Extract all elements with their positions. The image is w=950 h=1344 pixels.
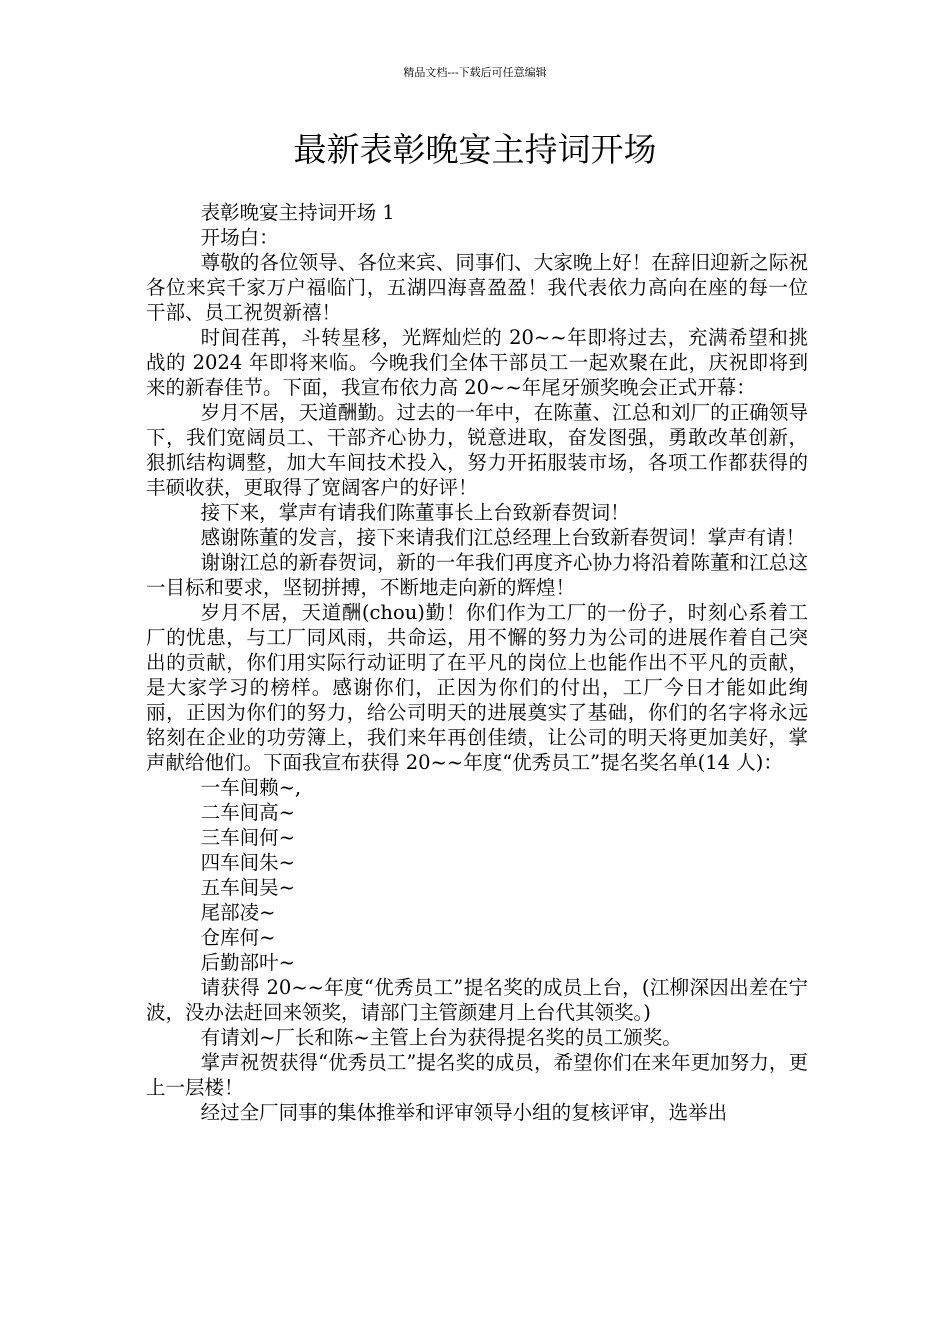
list-item: 五车间吴~ [200,876,295,899]
list-item: 尾部凌~ [200,901,276,924]
paragraph: 尊敬的各位领导、各位来宾、同事们、大家晚上好！在辞旧迎新之际祝各位来宾千家万户福临门，五湖四海喜盈盈！我代表依力高向在座的每一位干部、员工祝贺新禧！ [146,251,808,324]
paragraph: 请获得 20~~年度“优秀员工”提名奖的成员上台，(江柳深因出差在宁波，没办法赶回来领奖，请部门主管颜建月上台代其领奖。) [146,976,808,1024]
list-item: 一车间赖~, [200,776,302,799]
list-item: 后勤部叶~ [200,951,295,974]
paragraph: 谢谢江总的新春贺词，新的一年我们再度齐心协力将沿着陈董和江总这一目标和要求，坚韧拼搏，不断地走向新的辉煌！ [146,551,808,599]
document-body [146,200,808,1125]
paragraph: 掌声祝贺获得“优秀员工”提名奖的成员，希望你们在来年更加努力，更上一层楼！ [146,1051,808,1099]
page-header: 精品文档---下载后可任意编辑 [403,66,547,79]
list-item: 三车间何~ [200,826,295,849]
paragraph: 接下来，掌声有请我们陈董事长上台致新春贺词！ [200,501,630,524]
paragraph: 感谢陈董的发言，接下来请我们江总经理上台致新春贺词！掌声有请！ [200,526,806,549]
document-title: 最新表彰晚宴主持词开场 [293,130,657,169]
list-item: 二车间高~ [200,801,295,824]
paragraph: 经过全厂同事的集体推举和评审领导小组的复核评审，选举出 [200,1101,728,1124]
paragraph: 岁月不居，天道酬勤。过去的一年中，在陈董、江总和刘厂的正确领导下，我们宽阔员工、干部齐心协力，锐意进取，奋发图强，勇敢改革创新，狠抓结构调整，加大车间技术投入，努力开拓服装市场，各项工作都获得的丰硕收获，更取得了宽阔客户的好评！ [146,401,808,499]
list-item: 仓库何~ [200,926,276,949]
paragraph: 表彰晚宴主持词开场 1 [200,201,395,224]
paragraph: 开场白： [200,226,279,249]
paragraph: 时间荏苒，斗转星移，光辉灿烂的 20~~年即将过去，充满希望和挑战的 2024 年即将来临。今晚我们全体干部员工一起欢聚在此，庆祝即将到来的新春佳节。下面，我宣布依力高 20~~年尾牙颁奖晚会正式开幕： [146,326,808,399]
paragraph: 有请刘~厂长和陈~主管上台为获得提名奖的员工颁奖。 [200,1026,682,1049]
paragraph: 岁月不居，天道酬(chou)勤！你们作为工厂的一份子，时刻心系着工厂的忧患，与工厂同风雨，共命运，用不懈的努力为公司的进展作着自己突出的贡献，你们用实际行动证明了在平凡的岗位上也能作出不平凡的贡献，是大家学习的榜样。感谢你们，正因为你们的付出，工厂今日才能如此绚丽，正因为你们的努力，给公司明天的进展奠实了基础，你们的名字将永远铭刻在企业的功劳簿上，我们来年再创佳绩，让公司的明天将更加美好，掌声献给他们。下面我宣布获得 20~~年度“优秀员工”提名奖名单(14 人)： [146,601,808,774]
list-item: 四车间朱~ [200,851,295,874]
